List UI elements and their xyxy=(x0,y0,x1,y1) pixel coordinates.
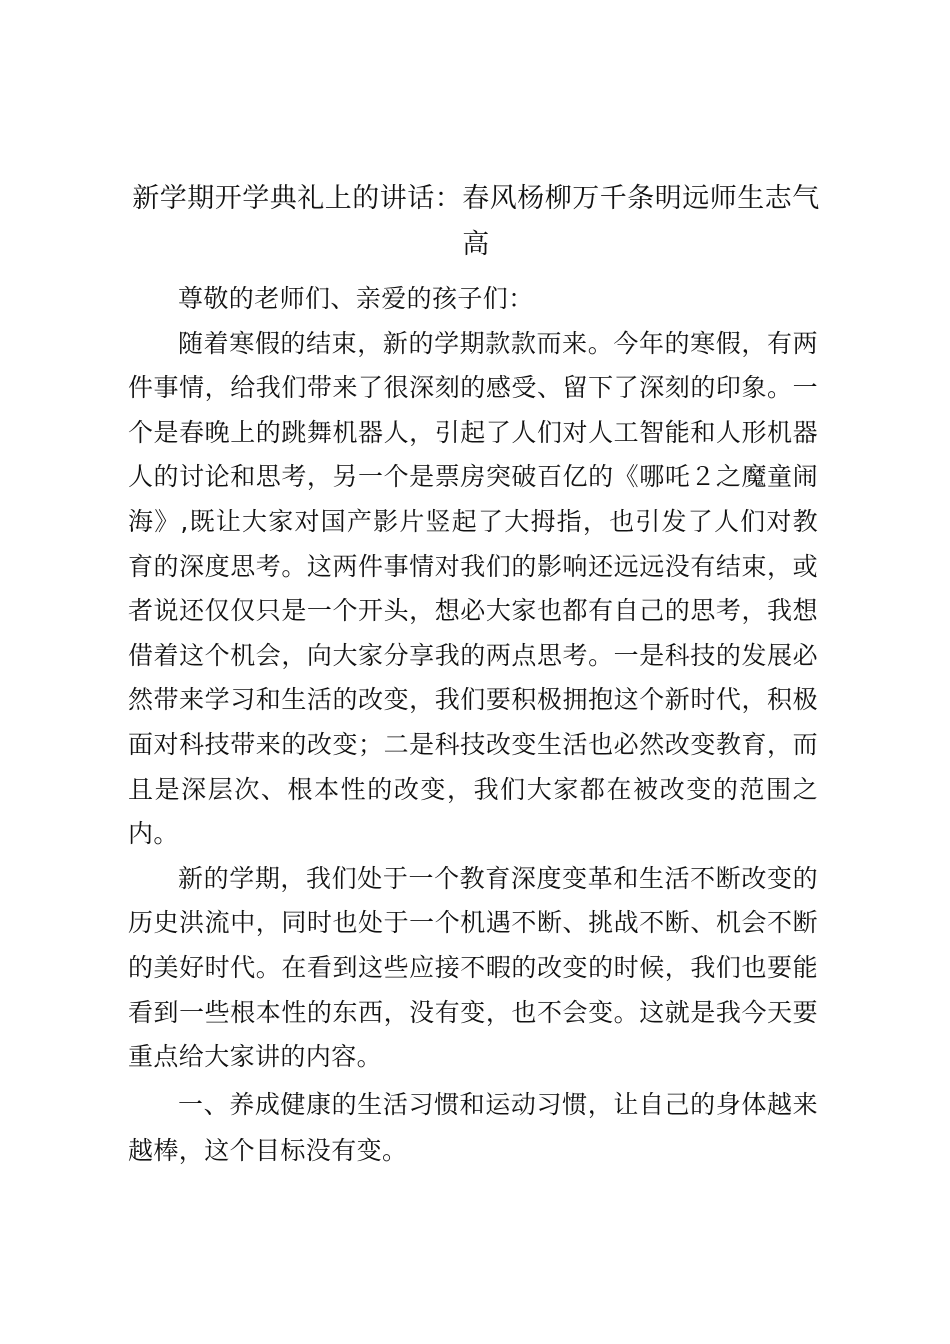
section-heading-1: 一、养成健康的生活习惯和运动习惯，让自己的身体越来越棒，这个目标没有变。 xyxy=(128,1089,818,1165)
paragraph-1: 随着寒假的结束，新的学期款款而来。今年的寒假，有两件事情，给我们带来了很深刻的感受、留下了深刻的印象。一个是春晚上的跳舞机器人，引起了人们对人工智能和人形机器人的讨论和思考，另一个是票房突破百亿的《哪吒２之魔童闹海》,既让大家对国产影片竖起了大拇指，也引发了人们对教育的深度思考。这两件事情对我们的影响还远远没有结束，或者说还仅仅只是一个开头，想必大家也都有自己的思考，我想借着这个机会，向大家分享我的两点思考。一是科技的发展必然带来学习和生活的改变，我们要积极拥抱这个新时代，积极面对科技带来的改变；二是科技改变生活也必然改变教育，而且是深层次、根本性的改变，我们大家都在被改变的范围之内。 xyxy=(128,328,818,849)
document-body xyxy=(128,277,818,1174)
document-title: 新学期开学典礼上的讲话：春风杨柳万千条明远师生志气高 xyxy=(132,183,820,260)
salutation: 尊敬的老师们、亲爱的孩子们： xyxy=(178,284,534,313)
paragraph-2: 新的学期，我们处于一个教育深度变革和生活不断改变的历史洪流中，同时也处于一个机遇不断、挑战不断、机会不断的美好时代。在看到这些应接不暇的改变的时候，我们也要能看到一些根本性的东西，没有变，也不会变。这就是我今天要重点给大家讲的内容。 xyxy=(128,863,818,1072)
